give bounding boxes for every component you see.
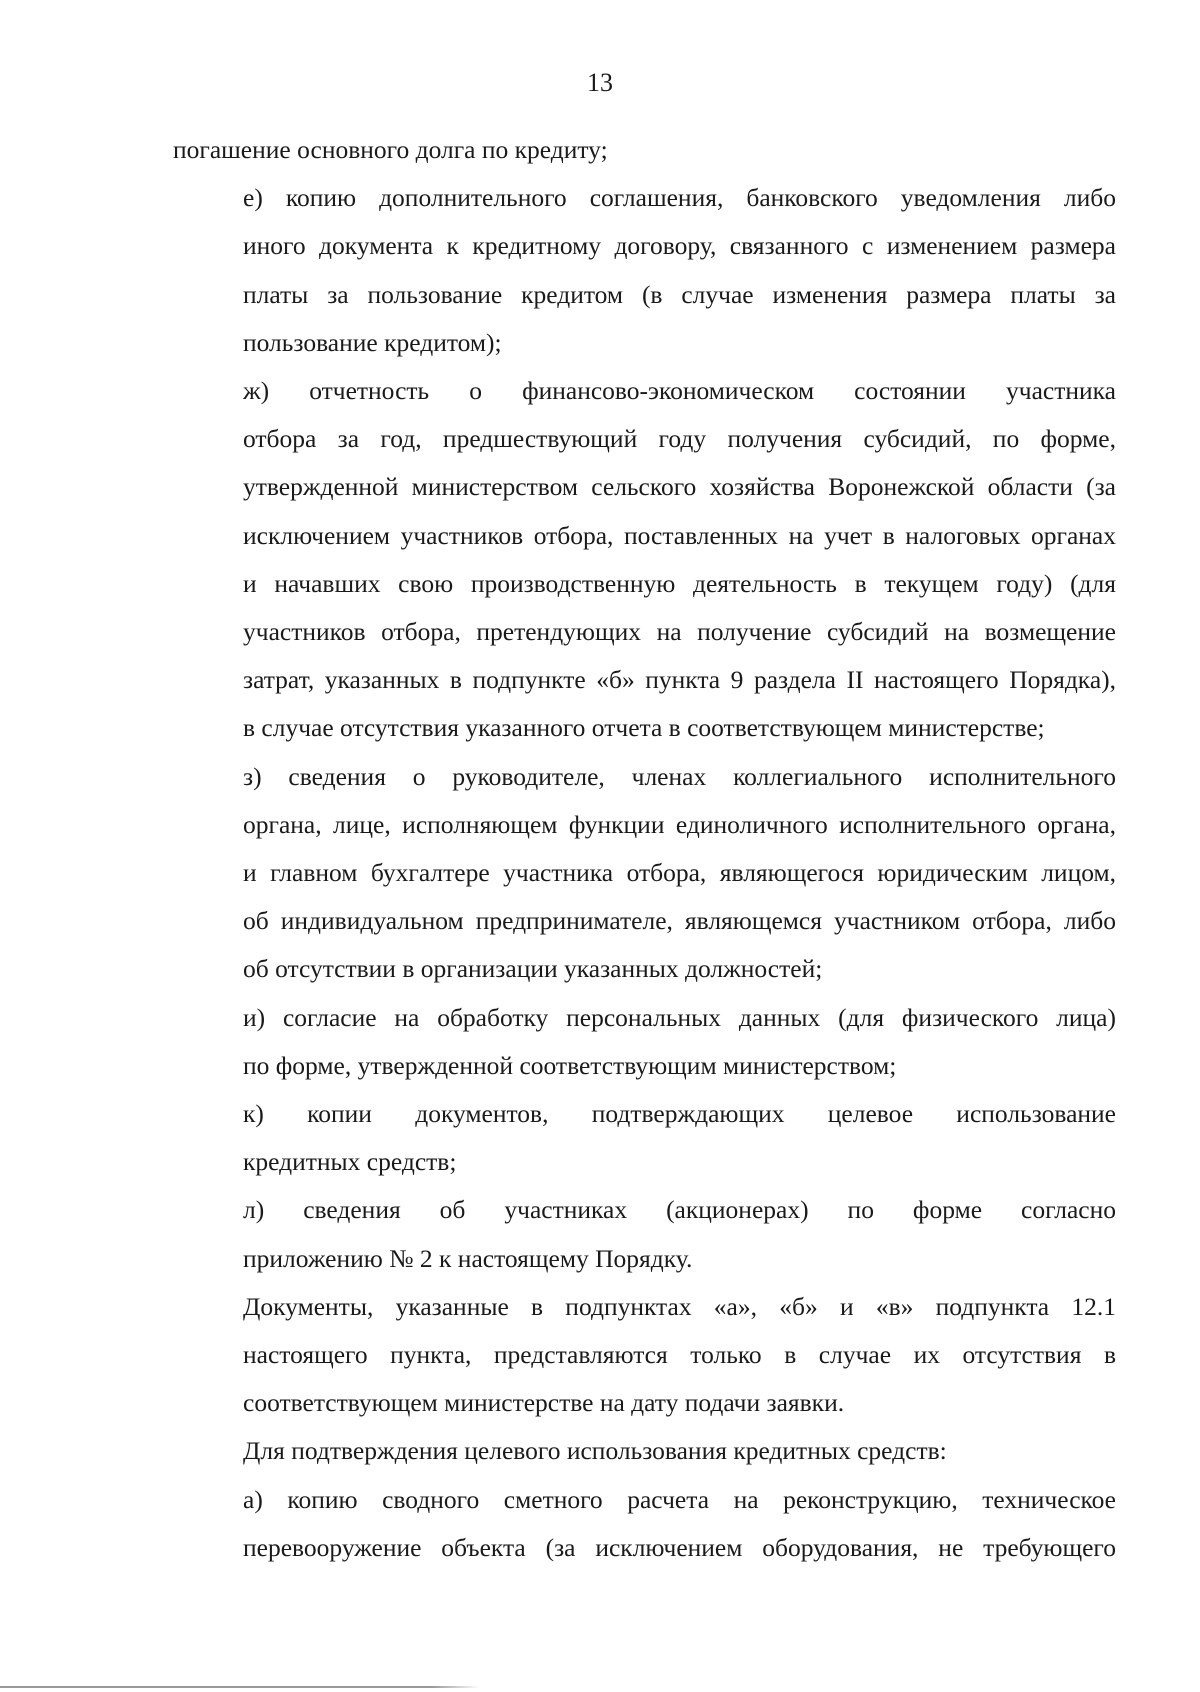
text-line: отбора за год, предшествующий году получения субсидий, по форме, [243,424,1116,454]
text-line: участников отбора, претендующих на получение субсидий на возмещение [243,617,1116,647]
paragraph-item-a [173,1476,1116,1572]
text-line: соответствующем министерстве на дату подачи заявки. [243,1388,845,1418]
paragraph-item-k [173,1090,1116,1186]
text-line: пользование кредитом); [243,327,502,357]
text-line: и начавших свою производственную деятельность в текущем году) (для [243,568,1116,598]
paragraph-item-i [173,994,1116,1090]
text-line: настоящего пункта, представляются только в случае их отсутствия в [243,1340,1116,1370]
text-line: а) копию сводного сметного расчета на реконструкцию, техническое [243,1484,1116,1514]
paragraph-item-l [173,1186,1116,1282]
text-line: з) сведения о руководителе, членах коллегиального исполнительного [243,761,1116,791]
text-line: по форме, утвержденной соответствующим министерством; [243,1050,897,1080]
text-line: к) копии документов, подтверждающих целевое использование [243,1099,1116,1129]
text-line: ж) отчетность о финансово-экономическом состоянии участника [243,376,1116,406]
text-line: приложению № 2 к настоящему Порядку. [243,1243,693,1273]
paragraph-confirmation-heading [173,1427,1116,1475]
text-line: утвержденной министерством сельского хозяйства Воронежской области (за [243,472,1116,502]
text-line: перевооружение объекта (за исключением оборудования, не требующего [243,1532,1116,1562]
text-line: погашение основного долга по кредиту; [173,135,608,164]
text-line: и главном бухгалтере участника отбора, являющегося юридическим лицом, [243,858,1116,888]
text-line: е) копию дополнительного соглашения, банковского уведомления либо [243,183,1116,213]
text-line: платы за пользование кредитом (в случае изменения размера платы за [243,279,1116,309]
text-line: Для подтверждения целевого использования кредитных средств: [243,1436,947,1466]
text-line: в случае отсутствия указанного отчета в соответствующем министерстве; [243,713,1045,743]
page-number: 13 [587,68,613,97]
paragraph-continuation [173,126,1116,174]
text-line: исключением участников отбора, поставленных на учет в налоговых органах [243,520,1116,550]
text-line: затрат, указанных в подпункте «б» пункта 9 раздела II настоящего Порядка), [243,665,1116,695]
document-body [173,126,1116,1572]
paragraph-item-e [173,174,1116,367]
paragraph-documents-note [173,1283,1116,1428]
text-line: иного документа к кредитному договору, связанного с изменением размера [243,231,1116,261]
text-line: л) сведения об участниках (акционерах) по форме согласно [243,1195,1116,1225]
text-line: об отсутствии в организации указанных должностей; [243,954,823,984]
text-line: органа, лице, исполняющем функции единоличного исполнительного органа, [243,809,1116,839]
text-line: об индивидуальном предпринимателе, являющемся участником отбора, либо [243,906,1116,936]
paragraph-item-z [173,753,1116,994]
text-line: кредитных средств; [243,1147,457,1177]
text-line: Документы, указанные в подпунктах «а», «б» и «в» подпункта 12.1 [243,1291,1116,1321]
scan-edge-line [0,1686,480,1688]
text-line: и) согласие на обработку персональных данных (для физического лица) [243,1002,1116,1032]
paragraph-item-zh [173,367,1116,753]
